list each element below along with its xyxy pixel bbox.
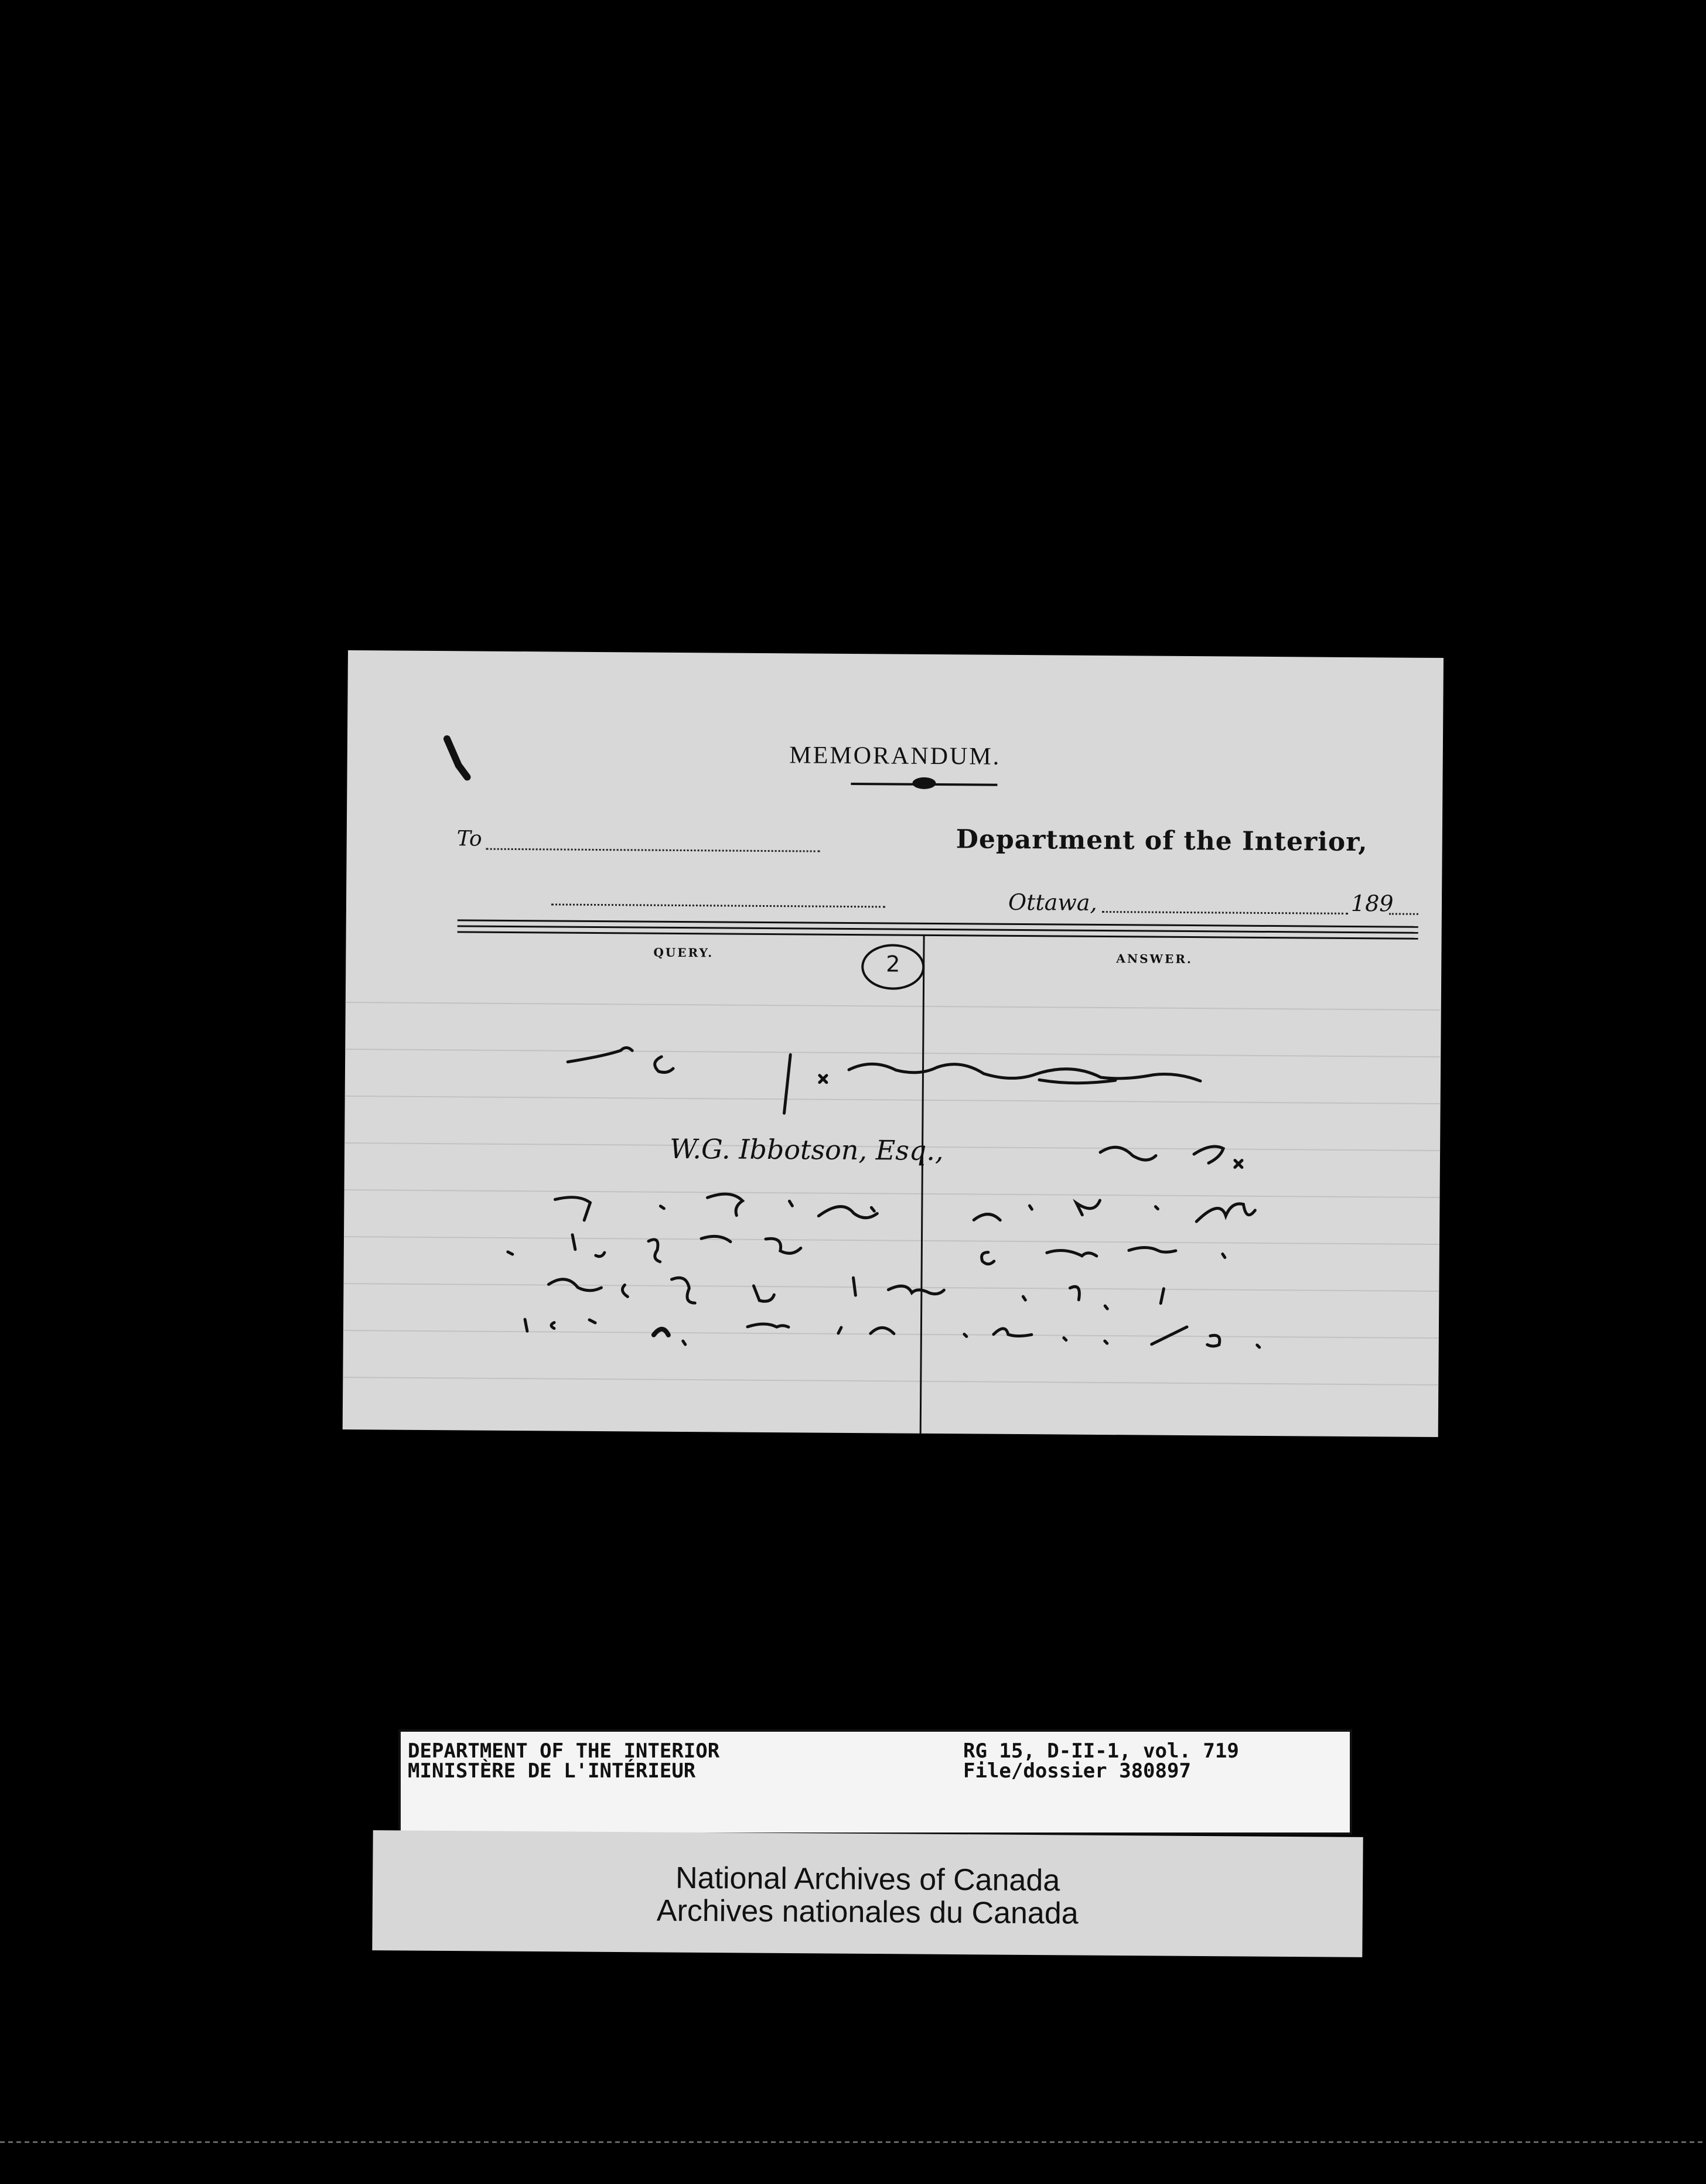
archives-banner-line1: National Archives of Canada [675, 1861, 1060, 1898]
place-label: Ottawa, [1008, 889, 1097, 916]
archives-banner [372, 1830, 1363, 1957]
archive-reference-label [398, 1729, 1352, 1835]
memorandum-card [343, 650, 1444, 1437]
archives-banner-line2: Archives nationales du Canada [656, 1893, 1079, 1931]
circled-number-text: 2 [886, 951, 900, 977]
dept-fr-text: MINISTÈRE DE L'INTÉRIEUR [408, 1759, 696, 1783]
answer-header: ANSWER. [1116, 951, 1193, 967]
department-heading: Department of the Interior, [956, 824, 1368, 858]
file-text: File/dossier 380897 [963, 1759, 1191, 1783]
reference-text: RG 15, D-II-1, vol. 719 [963, 1739, 1239, 1763]
microfilm-edge-rule [0, 2141, 1706, 2143]
handwritten-name-line: W.G. Ibbotson, Esq., [669, 1132, 944, 1167]
dept-en-text: DEPARTMENT OF THE INTERIOR [408, 1739, 720, 1763]
handwritten-shorthand-strokes [343, 650, 1444, 1437]
query-header: QUERY. [653, 945, 714, 960]
year-label: 189 [1350, 890, 1394, 917]
to-label: To [456, 827, 482, 851]
memorandum-title: MEMORANDUM. [789, 742, 1001, 770]
